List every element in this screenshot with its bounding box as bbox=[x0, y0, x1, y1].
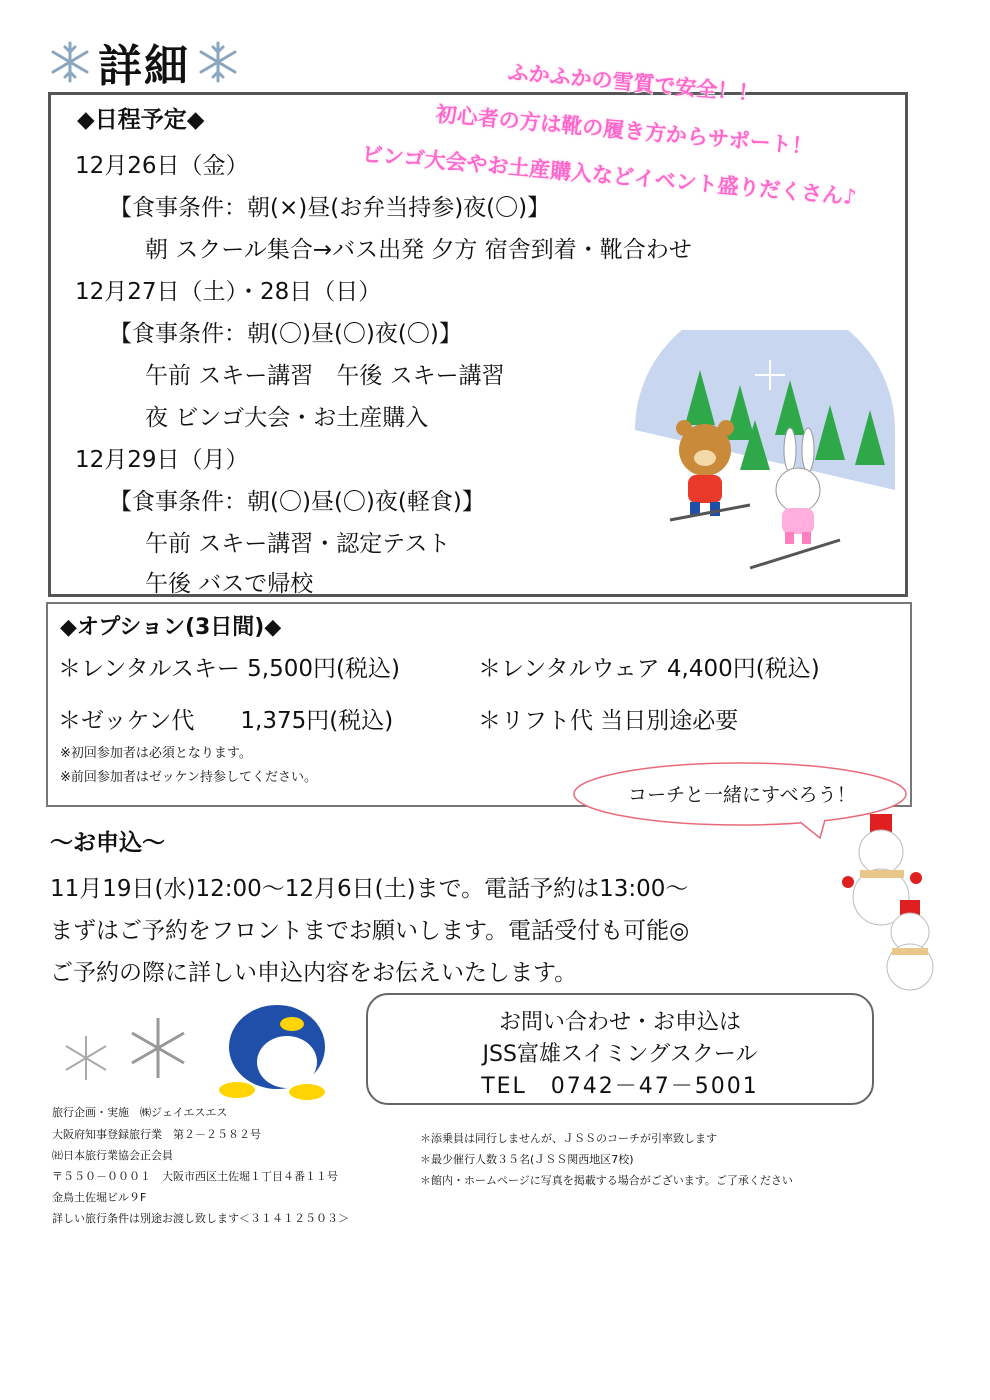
slogan-1: ふかふかの雪質で安全！！ bbox=[506, 60, 760, 106]
snowflake-icon bbox=[196, 40, 240, 84]
apply-heading: ～お申込～ bbox=[50, 830, 165, 856]
option-note-1: ※初回参加者は必須となります。 bbox=[60, 746, 252, 761]
option-bib: ＊ゼッケン代 1,375円(税込) bbox=[58, 708, 394, 734]
option-rental-wear: ＊レンタルウェア 4,400円(税込) bbox=[478, 656, 820, 682]
note-line: ＊最少催行人数３５名(ＪＳＳ関西地区7校) bbox=[420, 1153, 634, 1166]
contact-line-1: お問い合わせ・お申込は bbox=[498, 1010, 741, 1035]
schedule-detail1: 朝 スクール集合→バス出発 夕方 宿舎到着・靴合わせ bbox=[145, 237, 692, 263]
schedule-meal1: 【食事条件：朝(×)昼(お弁当持参)夜(〇)】 bbox=[109, 195, 551, 221]
snowman-illustration bbox=[838, 812, 948, 992]
contact-box bbox=[366, 993, 874, 1105]
schedule-day2: 12月27日（土）・28日（日） bbox=[75, 279, 382, 305]
schedule-day3: 12月29日（月） bbox=[75, 447, 249, 473]
option-rental-ski: ＊レンタルスキー 5,500円(税込) bbox=[58, 656, 400, 682]
contact-school-name: JSS富雄スイミングスクール bbox=[482, 1042, 758, 1067]
schedule-meal2: 【食事条件：朝(〇)昼(〇)夜(〇)】 bbox=[109, 321, 462, 347]
page-title: 詳細 bbox=[98, 41, 190, 92]
options-heading: ◆オプション(3日間)◆ bbox=[60, 615, 282, 640]
note-line: ＊館内・ホームページに写真を掲載する場合がございます。ご了承ください bbox=[420, 1174, 793, 1187]
coach-bubble-text: コーチと一緒にすべろう！ bbox=[628, 784, 856, 806]
slogan-3: ビンゴ大会やお土産購入などイベント盛りだくさん♪ bbox=[360, 142, 858, 210]
option-lift: ＊リフト代 当日別途必要 bbox=[478, 708, 739, 734]
note-line: ＊添乗員は同行しませんが、ＪＳＳのコーチが引率致します bbox=[420, 1132, 717, 1145]
schedule-heading: ◆日程予定◆ bbox=[77, 107, 205, 133]
company-line: 金鳥土佐堀ビル９F bbox=[52, 1191, 147, 1204]
snowflake-icon bbox=[48, 40, 92, 84]
ski-animals-illustration bbox=[630, 330, 900, 580]
apply-line-2: まずはご予約をフロントまでお願いします。電話受付も可能◎ bbox=[50, 918, 690, 944]
slogan-2: 初心者の方は靴の履き方からサポート！ bbox=[434, 102, 814, 159]
schedule-detail3a: 午前 スキー講習・認定テスト bbox=[145, 531, 451, 557]
company-line: 詳しい旅行条件は別途お渡し致します＜３１４１２５０３＞ bbox=[52, 1212, 349, 1225]
option-note-2: ※前回参加者はゼッケン持参してください。 bbox=[60, 770, 317, 785]
snowflakes-decoration bbox=[58, 1018, 208, 1088]
company-line: 旅行企画・実施 ㈱ジェイエスエス bbox=[52, 1106, 228, 1119]
schedule-day1: 12月26日（金） bbox=[75, 153, 249, 179]
apply-line-1: 11月19日(水)12:00～12月6日(土)まで。電話予約は13:00～ bbox=[50, 876, 689, 902]
apply-line-3: ご予約の際に詳しい申込内容をお伝えいたします。 bbox=[50, 960, 578, 986]
company-line: 大阪府知事登録旅行業 第２－２５８２号 bbox=[52, 1128, 261, 1141]
penguin-mascot bbox=[212, 992, 352, 1102]
schedule-meal3: 【食事条件：朝(〇)昼(〇)夜(軽食)】 bbox=[109, 489, 485, 515]
company-line: ㈳日本旅行業協会正会員 bbox=[52, 1149, 173, 1162]
company-line: 〒５５０－０００１ 大阪市西区土佐堀１丁目４番１１号 bbox=[52, 1170, 338, 1183]
schedule-detail2b: 夜 ビンゴ大会・お土産購入 bbox=[145, 405, 429, 431]
schedule-detail3b: 午後 バスで帰校 bbox=[145, 571, 314, 597]
schedule-detail2a: 午前 スキー講習 午後 スキー講習 bbox=[145, 363, 505, 389]
page-header bbox=[48, 30, 240, 94]
contact-phone: TEL 0742－47－5001 bbox=[481, 1074, 759, 1099]
